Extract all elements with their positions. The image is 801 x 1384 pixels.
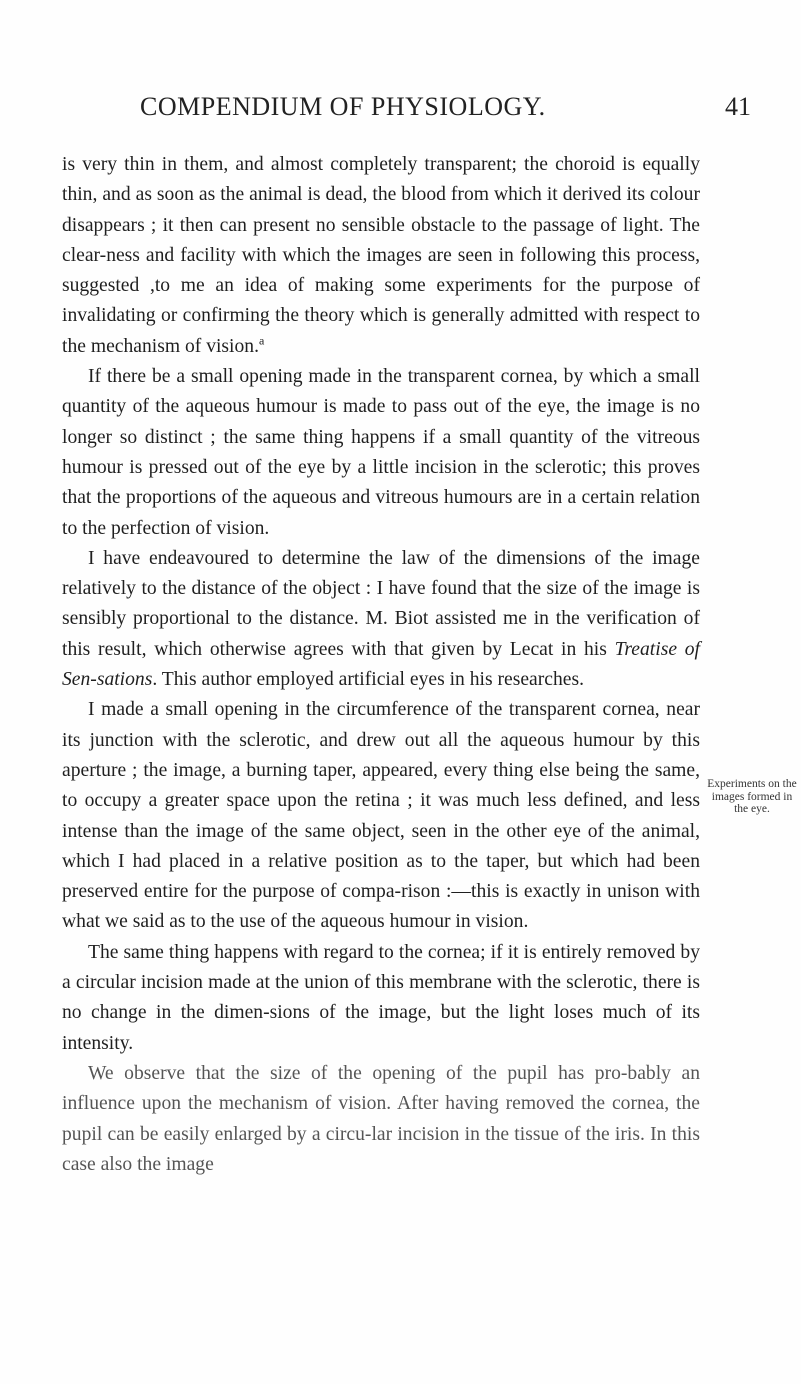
margin-note: Experiments on the images formed in the eye. (707, 778, 797, 815)
paragraph-3: I have endeavoured to determine the law of the dimensions of the image relatively to the distance of the object : I have found that the size of the image is sensibly proportional to the distance. M. Biot assisted me in the verification of this result, which otherwise agrees with that given by Lecat in his Treatise of Sen-sations. This author employed artificial eyes in his researches. (62, 547, 700, 691)
page-number: 41 (725, 92, 751, 121)
paragraph-1: is very thin in them, and almost completely transparent; the choroid is equally thin, and as soon as the animal is dead, the blood from which it derived its colour disappears ; it then can present no sensible obstacle to the passage of light. The clear-ness and facility with which the images are seen in following this process, suggested ,to me an idea of making some experiments for the purpose of invalidating or confirming the theory which is generally admitted with respect to the mechanism of vision.$^a$ (62, 154, 700, 357)
running-head: COMPENDIUM OF PHYSIOLOGY. (140, 92, 546, 121)
body-text (62, 150, 700, 1180)
paragraph-6: We observe that the size of the opening of the pupil has pro-bably an influence upon the mechanism of vision. After having removed the cornea, the pupil can be easily enlarged by a circu-lar incision in the tissue of the iris. In this case also the image (62, 1062, 700, 1175)
paragraph-2: If there be a small opening made in the transparent cornea, by which a small quantity of the aqueous humour is made to pass out of the eye, the image is no longer so distinct ; the same thing happens if a small quantity of the vitreous humour is pressed out of the eye by a little incision in the sclerotic; this proves that the proportions of the aqueous and vitreous humours are in a certain relation to the perfection of vision. (62, 366, 700, 539)
book-title-italic: Treatise of Sen-sations (62, 638, 700, 691)
paragraph-4: I made a small opening in the circumference of the transparent cornea, near its junction with the sclerotic, and drew out all the aqueous humour by this aperture ; the image, a burning taper, appeared, every thing else being the same, to occupy a greater space upon the retina ; it was much less defined, and less intense than the image of the same object, seen in the other eye of the animal, which I had placed in a relative position as to the taper, but which had been preserved entire for the purpose of compa-rison :—this is exactly in unison with what we said as to the use of the aqueous humour in vision. (62, 699, 700, 933)
paragraph-5: The same thing happens with regard to the cornea; if it is entirely removed by a circular incision made at the union of this membrane with the sclerotic, there is no change in the dimen-sions of the image, but the light loses much of its intensity. (62, 941, 700, 1054)
footnote-marker: a (259, 333, 265, 348)
